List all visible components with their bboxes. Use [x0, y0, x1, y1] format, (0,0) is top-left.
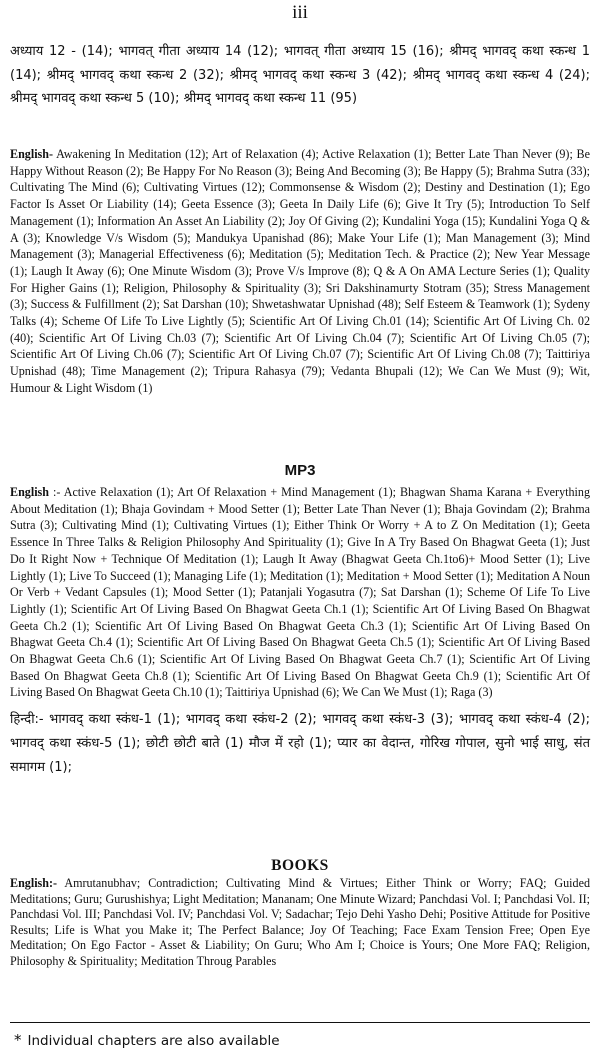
asterisk-icon: * [14, 1031, 22, 1049]
mp3-english-section [10, 484, 590, 701]
hindi-catalog-section: अध्याय 12 - (14); भागवत् गीता अध्याय 14 (12); भागवत् गीता अध्याय 15 (16); श्रीमद् भागवद् कथा स्कन्ध 1 (14); श्रीमद् भागवद् कथा स्कन्ध 2 (32); श्रीमद् भागवद् कथा स्कन्ध 3 (42); श्रीमद् भागवद् कथा स्कन्ध 4 (24); श्रीमद् भागवद् कथा स्कन्ध 5 (10); श्रीमद् भागवद् कथा स्कन्ध 11 (95) [10, 44, 590, 106]
mp3-english-label: English [10, 485, 49, 499]
books-english-label: English:- [10, 876, 58, 890]
english-catalog-text: Awakening In Meditation (12); Art of Relaxation (4); Active Relaxation (1); Better Late Than Never (9); Be Happy Without Reason (2); Be Happy For No Reason (3); Being And Becoming (3); Be Happy (5); Brahma Sutra (33); Cultivating The Mind (6); Cultivating Virtues (12); Commonsense & Wisdom (2); Destiny and Destination (1); Ego Factor Is Asset Or Liability (14); Geeta Essence (3); Geeta In Daily Life (6); Give It Try (5); Introduction To Self Management (1); Information An Asset An Liability (2); Joy Of Giving (2); Kundalini Yoga (15); Kundalini Yoga Q & A (3); Knowledge V/s Wisdom (5); Mandukya Upanishad (86); Make Your Life (1); Man Management (3); Mind Management (3); Managerial Effectiveness (6); Meditation (5); Meditation Tech. & Practice (2); New Year Message (1); Laugh It Away (6); One Minute Wisdom (3); Prove V/s Improve (8); Q & A On AMA Lecture Series (1); Quality For Higher Gains (1); Religion, Philosophy & Spirituality (3); Sri Dakshinamurty Stotram (35); Stress Management (3); Success & Fulfillment (2); Sat Darshan (10); Shwetashwatar Upnishad (48); Self Esteem & Teamwork (1); Sydeny Talks (4); Scheme Of Life To Live Lightly (5); Scientific Art Of Living Ch.01 (14); Scientific Art Of Living Ch. 02 (40); Scientific Art Of Living Ch.03 (7); Scientific Art Of Living Ch.04 (7); Scientific Art Of Living Ch.05 (7); Scientific Art Of Living Ch.06 (7); Scientific Art Of Living Ch.07 (7); Scientific Art Of Living Ch.08 (7); Taittiriya Upnishad (48); Time Management (2); Tripura Rahasya (79); Vedanta Bhupali (12); We Can We Must (9); Wit, Humour & Light Wisdom (1) [10, 147, 590, 395]
english-label: English- [10, 147, 54, 161]
page-number: iii [292, 2, 308, 23]
english-catalog-section [10, 146, 590, 397]
footnote [14, 1031, 280, 1049]
books-heading: BOOKS [271, 857, 329, 874]
footnote-divider [10, 1022, 590, 1023]
books-english-section [10, 876, 590, 970]
mp3-hindi-section: हिन्दी:- भागवद् कथा स्कंध-1 (1); भागवद् कथा स्कंध-2 (2); भागवद् कथा स्कंध-3 (3); भागवद् कथा स्कंध-4 (2); भागवद् कथा स्कंध-5 (1); छोटी छोटी बाते (1) मौज में रहो (1); प्यार का वेदान्त, गोरिख गोपाल, सुनो भाई साधु, संत समागम (1); [10, 712, 590, 775]
mp3-english-text: :- Active Relaxation (1); Art Of Relaxation + Mind Management (1); Bhagwan Shama Karana + Everything About Meditation (1); Bhaja Govindam + Mood Setter (1); Better Late Than Never (1); Bhaja Govindam (2); Brahma Sutra (3); Cultivating Mind (1); Cultivating Virtues (1); Either Think Or Worry + A to Z On Meditation (1); Geeta Essence In Three Talks & Religion Philosophy And Spirituality (1); Give In A Try Based On Bhagwat Geeta (1); Just Do It Right Now + Technique Of Meditation (1); Laugh It Away (Bhagwat Geeta Ch.1to6)+ Mood Setter (1); Live Lightly (1); Live To Succeed (1); Managing Life (1); Meditation (1); Meditation + Mood Setter (1); Meditation A Noun Or Verb + Vedant Capsules (1); Mood Setter (1); Patanjali Yogasutra (7); Sat Darshan (1); Scheme Of Life To Live Lightly (1); Scientific Art Of Living Based On Bhagwat Geeta Ch.1 (1); Scientific Art Of Living Based On Bhagwat Geeta Ch.2 (1); Scientific Art Of Living Based On Bhagwat Geeta Ch.3 (1); Scientific Art Of Living Based On Bhagwat Geeta Ch.4 (1); Scientific Art Of Living Based On Bhagwat Geeta Ch.5 (1); Scientific Art Of Living Based On Bhagwat Geeta Ch.6 (1); Scientific Art Of Living Based On Bhagwat Geeta Ch.7 (1); Scientific Art Of Living Based On Bhagwat Geeta Ch.8 (1); Scientific Art Of Living Based On Bhagwat Geeta Ch.9 (1); Scientific Art Of Living Based On Bhagwat Geeta Ch.10 (1); Taittiriya Upnishad (6); We Can We Must (1); Raga (3) [10, 485, 590, 700]
mp3-heading: MP3 [284, 462, 316, 479]
books-english-text: Amrutanubhav; Contradiction; Cultivating Mind & Virtues; Either Think or Worry; FAQ; Guided Meditations; Guru; Gurushishya; Light Meditation; Mananam; One Minute Wizard; Panchdasi Vol. I; Panchdasi Vol. II; Panchdasi Vol. III; Panchdasi Vol. IV; Panchdasi Vol. V; Sadachar; Tejo Dehi Yasho Dehi; Positive Attitude for Positive Results; Life is What you Make it; The Perfect Balance; Joy Of Teaching; Face Exam Tension Free; Open Eye Meditation; On Ego Factor - Asset & Liability; On Guru; Who Am I; Choice is Yours; One More FAQ; Religion, Philosophy & Spirituality; Meditation Throug Parables [10, 876, 590, 968]
footnote-text: Individual chapters are also available [27, 1033, 280, 1049]
